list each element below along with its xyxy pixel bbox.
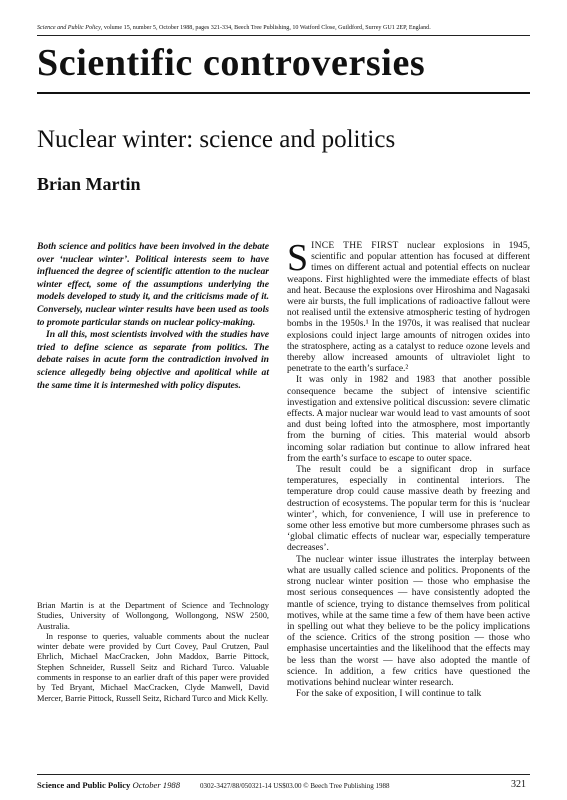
author-name: Brian Martin bbox=[37, 174, 141, 194]
section-heading: Scientific controversies bbox=[37, 42, 426, 84]
lead-in: INCE THE FIRST bbox=[311, 241, 399, 251]
abstract-paragraph: Both science and politics have been involved in the debate over ‘nuclear winter’. Political interests seem to have influenced the degree of scientific attention to the nuclear winter effect, some of the assumptions underlying the models developed to study it, and the criticisms made of it. Conversely, nuclear winter results have been used as tools to promote particular stands on nuclear policy-making. bbox=[37, 241, 269, 328]
heading-rule bbox=[37, 92, 530, 94]
acknowledgements: In response to queries, valuable comments about the nuclear winter debate were provided by Curt Covey, Paul Crutzen, Paul Ehrlich, Michael MacCracken, John Maddox, Barrie Pittock, Stephen Schneider, Russell Seitz and Richard Turco. Valuable comments in response to an earlier draft of this paper were provided by Ted Bryant, Michael MacCracken, Clyde Manwell, David Mercer, Barrie Pittock, Russell Seitz, Richard Turco and Mick Kelly. bbox=[37, 631, 269, 703]
citation-details: , volume 15, number 5, October 1988, pages 321-334, Beech Tree Publishing, 10 Watford Close, Guildford, Surrey GU1 2EP, England. bbox=[100, 25, 431, 31]
body-paragraph: The nuclear winter issue illustrates the interplay between what are usually called science and politics. Proponents of the strong nuclear winter position — those who emphasise the most serious consequences — have consistently adopted the mantle of science, trying to distance themselves from political motives, while at the same time a few of them have been active in spelling out what they believe to be the policy implications of the science. Critics of the strong position — those who emphasise uncertainties and the likelihood that the effects may be less than the worst — have also adopted the mantle of science. In addition, a few critics have questioned the motivations behind nuclear winter research. bbox=[287, 554, 530, 688]
abstract-paragraph: In all this, most scientists involved with the studies have tried to define science as separate from politics. The debate raises in acute form the contradiction involved in science allegedly being objective and apolitical while at the same time it is intermeshed with policy disputes. bbox=[37, 329, 269, 391]
abstract bbox=[37, 241, 269, 392]
author-bio-footnote bbox=[37, 601, 269, 704]
body-paragraph: The result could be a significant drop in surface temperatures, especially in continental interiors. The temperature drop could cause massive death by freezing and destruction of ecosystems. The popular term for this is ‘nuclear winter’, which, for convenience, I will use in preference to some other less emotive but more cumbersome phrases such as ‘global climatic effects of nuclear war, especially temperature decreases’. bbox=[287, 465, 530, 554]
bottom-rule bbox=[37, 774, 530, 775]
page-number: 321 bbox=[511, 779, 526, 790]
footer-date: October 1988 bbox=[132, 780, 180, 790]
footer-journal bbox=[37, 780, 180, 791]
author-affiliation: Brian Martin is at the Department of Science and Technology Studies, University of Wollongong, Wollongong, NSW 2500, Australia. bbox=[37, 601, 269, 631]
body-text-column bbox=[287, 237, 531, 700]
drop-cap: S bbox=[287, 237, 309, 279]
body-paragraph: For the sake of exposition, I will continue to talk bbox=[296, 689, 482, 700]
top-rule bbox=[37, 35, 530, 36]
paragraph-text: nuclear explosions in 1945, scientific and popular attention has focused at different times on different actual and potential effects on nuclear weapons. First highlighted were the immediate effects of blast and heat. Because the explosions over Hiroshima and Nagasaki were air bursts, the full implications of radioactive fallout were not realised until the extensive atmospheric testing of hydrogen bombs in the 1950s.¹ In the 1970s, it was realised that nuclear explosions could inject large amounts of nitrogen oxides into the stratosphere, acting as a catalyst to reduce ozone levels and thereby allow increased amounts of ultraviolet light to penetrate to the earth’s surface.² bbox=[287, 241, 531, 375]
journal-citation-line bbox=[37, 24, 531, 32]
article-title: Nuclear winter: science and politics bbox=[37, 126, 396, 153]
footer-journal-name: Science and Public Policy bbox=[37, 780, 131, 790]
journal-name: Science and Public Policy bbox=[37, 25, 101, 31]
footer-issn: 0302-3427/88/050321-14 US$03.00 © Beech Tree Publishing 1988 bbox=[200, 782, 390, 790]
body-paragraph bbox=[287, 237, 531, 375]
body-paragraph: It was only in 1982 and 1983 that another possible consequence became the subject of intensive scientific investigation and extensive political discussion: severe climatic effects. A major nuclear war would lead to vast amounts of soot and dust being lofted into the atmosphere, most importantly from the burning of cities. This material would absorb incoming solar radiation but continue to allow infrared heat from the earth’s surface to escape to outer space. bbox=[287, 375, 530, 464]
